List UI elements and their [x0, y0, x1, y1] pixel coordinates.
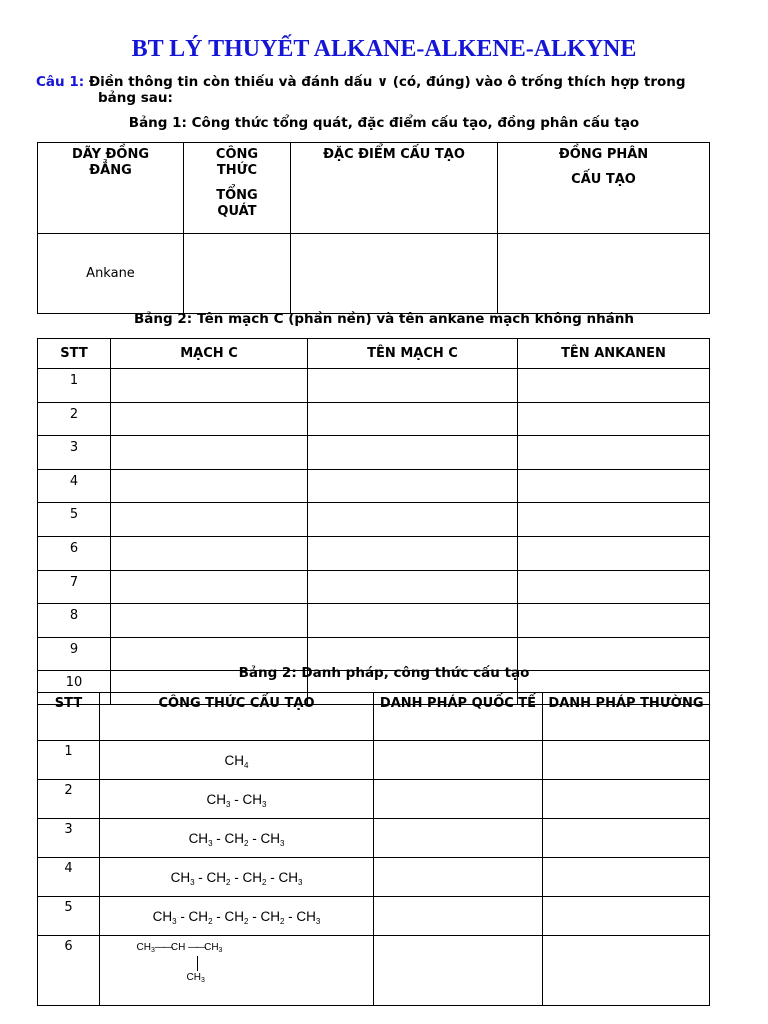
- table-row: [38, 234, 710, 314]
- table3-cell-blank[interactable]: [543, 780, 710, 819]
- table2-header-chain: MẠCH C: [111, 339, 308, 369]
- table2-cell-blank[interactable]: [518, 402, 710, 436]
- table-row: [38, 503, 710, 537]
- table2-header-stt: STT: [38, 339, 111, 369]
- table2-cell-blank[interactable]: [518, 570, 710, 604]
- table3-cell-stt: 3: [38, 819, 100, 858]
- table1-header-series: DÃY ĐỒNG ĐẲNG: [38, 143, 184, 234]
- table2-cell-blank[interactable]: [308, 436, 518, 470]
- table1-header-structure: ĐẶC ĐIỂM CẤU TẠO: [291, 143, 498, 234]
- table3-caption: Bảng 2: Danh pháp, công thức cấu tạo: [238, 665, 530, 681]
- branch-formula-top: $CH_3——CH$ $——CH_3$: [136, 942, 223, 954]
- table3-header-stt: STT: [38, 693, 100, 741]
- table3-header-row: [38, 693, 710, 741]
- branched-formula: [137, 936, 337, 986]
- table1-cell-series: Ankane: [38, 234, 184, 314]
- table1-cell-blank[interactable]: [291, 234, 498, 314]
- table2-cell-stt: 9: [38, 637, 111, 671]
- branch-bond-line: [197, 956, 198, 971]
- table1-header-general-formula: CÔNG THỨC TỔNG QUÁT: [184, 143, 291, 234]
- table2: [37, 338, 710, 705]
- table3-cell-formula: $CH_3 - CH_3$: [100, 780, 374, 819]
- table2-cell-stt: 10: [38, 671, 111, 705]
- table1-cell-blank[interactable]: [498, 234, 710, 314]
- table1-header-row: [38, 143, 710, 234]
- table3-cell-stt: 5: [38, 897, 100, 936]
- question-1: [36, 74, 736, 106]
- table-row: [38, 604, 710, 638]
- table-row: [38, 819, 710, 858]
- question-text-line2: bảng sau:: [98, 90, 173, 106]
- table3-header-iupac: DANH PHÁP QUỐC TẾ: [374, 693, 543, 741]
- table2-cell-blank[interactable]: [111, 570, 308, 604]
- table3-cell-blank[interactable]: [543, 819, 710, 858]
- table2-cell-blank[interactable]: [308, 402, 518, 436]
- table1-cell-blank[interactable]: [184, 234, 291, 314]
- table2-cell-stt: 7: [38, 570, 111, 604]
- table-row: [38, 402, 710, 436]
- table2-cell-stt: 2: [38, 402, 111, 436]
- table3-cell-stt: 6: [38, 936, 100, 1006]
- table2-cell-blank[interactable]: [111, 436, 308, 470]
- table3-cell-formula: $CH_3 - CH_2 - CH_3$: [100, 819, 374, 858]
- table3: [37, 692, 710, 1006]
- table3-cell-blank[interactable]: [374, 858, 543, 897]
- table3-header-formula: CÔNG THỨC CẤU TẠO: [100, 693, 374, 741]
- table1-caption: Bảng 1: Công thức tổng quát, đặc điểm cấu tạo, đồng phân cấu tạo: [128, 115, 640, 131]
- table3-cell-blank[interactable]: [374, 897, 543, 936]
- table-row: [38, 858, 710, 897]
- table3-cell-stt: 1: [38, 741, 100, 780]
- table-row: [38, 369, 710, 403]
- table3-cell-stt: 2: [38, 780, 100, 819]
- table2-cell-stt: 8: [38, 604, 111, 638]
- table3-cell-blank[interactable]: [543, 897, 710, 936]
- table2-cell-blank[interactable]: [111, 469, 308, 503]
- table3-cell-blank[interactable]: [374, 780, 543, 819]
- question-label: Câu 1:: [36, 74, 85, 90]
- table2-header-chain-name: TÊN MẠCH C: [308, 339, 518, 369]
- table2-cell-stt: 5: [38, 503, 111, 537]
- table2-cell-blank[interactable]: [308, 570, 518, 604]
- table2-header-row: [38, 339, 710, 369]
- table3-cell-blank[interactable]: [374, 936, 543, 1006]
- table3-header-common: DANH PHÁP THƯỜNG: [543, 693, 710, 741]
- table3-cell-blank[interactable]: [543, 741, 710, 780]
- table2-cell-blank[interactable]: [308, 536, 518, 570]
- branch-formula-bottom: $CH_3$: [186, 972, 205, 984]
- table2-caption: Bảng 2: Tên mạch C (phần nền) và tên ankane mạch không nhánh: [133, 311, 635, 327]
- table2-cell-blank[interactable]: [518, 604, 710, 638]
- table2-cell-blank[interactable]: [518, 536, 710, 570]
- table-row: [38, 536, 710, 570]
- table3-cell-blank[interactable]: [374, 741, 543, 780]
- table1: [37, 142, 710, 314]
- table-row: [38, 570, 710, 604]
- table-row: [38, 469, 710, 503]
- table2-cell-blank[interactable]: [111, 604, 308, 638]
- table2-cell-stt: 3: [38, 436, 111, 470]
- table2-cell-stt: 4: [38, 469, 111, 503]
- table2-cell-blank[interactable]: [111, 503, 308, 537]
- table2-cell-blank[interactable]: [111, 369, 308, 403]
- table3-cell-blank[interactable]: [543, 858, 710, 897]
- table2-cell-blank[interactable]: [308, 469, 518, 503]
- table2-cell-blank[interactable]: [518, 503, 710, 537]
- table2-cell-blank[interactable]: [111, 402, 308, 436]
- table2-cell-stt: 6: [38, 536, 111, 570]
- table-row: [38, 936, 710, 1006]
- table2-cell-blank[interactable]: [308, 604, 518, 638]
- table-row: [38, 897, 710, 936]
- table1-header-isomers: ĐỒNG PHÂN CẤU TẠO: [498, 143, 710, 234]
- table2-cell-blank[interactable]: [518, 469, 710, 503]
- question-text-line1: Điền thông tin còn thiếu và đánh dấu ∨ (có, đúng) vào ô trống thích hợp trong: [88, 74, 686, 90]
- table3-cell-blank[interactable]: [543, 936, 710, 1006]
- table3-cell-blank[interactable]: [374, 819, 543, 858]
- table2-cell-stt: 1: [38, 369, 111, 403]
- table-row: [38, 436, 710, 470]
- table3-cell-branched-formula: [100, 936, 374, 1006]
- table3-cell-formula: $CH_4$: [100, 741, 374, 780]
- table-row: [38, 780, 710, 819]
- table2-cell-blank[interactable]: [308, 503, 518, 537]
- table2-cell-blank[interactable]: [111, 536, 308, 570]
- table-row: [38, 741, 710, 780]
- page-title: BT LÝ THUYẾT ALKANE-ALKENE-ALKYNE: [131, 36, 637, 62]
- table3-cell-stt: 4: [38, 858, 100, 897]
- table3-cell-formula: $CH_3 - CH_2 - CH_2 - CH_3$: [100, 858, 374, 897]
- table2-cell-blank[interactable]: [308, 369, 518, 403]
- table2-header-alkane-name: TÊN ANKANEN: [518, 339, 710, 369]
- table2-cell-blank[interactable]: [518, 369, 710, 403]
- table3-cell-formula: $CH_3 - CH_2 - CH_2 - CH_2 - CH_3$: [100, 897, 374, 936]
- table2-cell-blank[interactable]: [518, 436, 710, 470]
